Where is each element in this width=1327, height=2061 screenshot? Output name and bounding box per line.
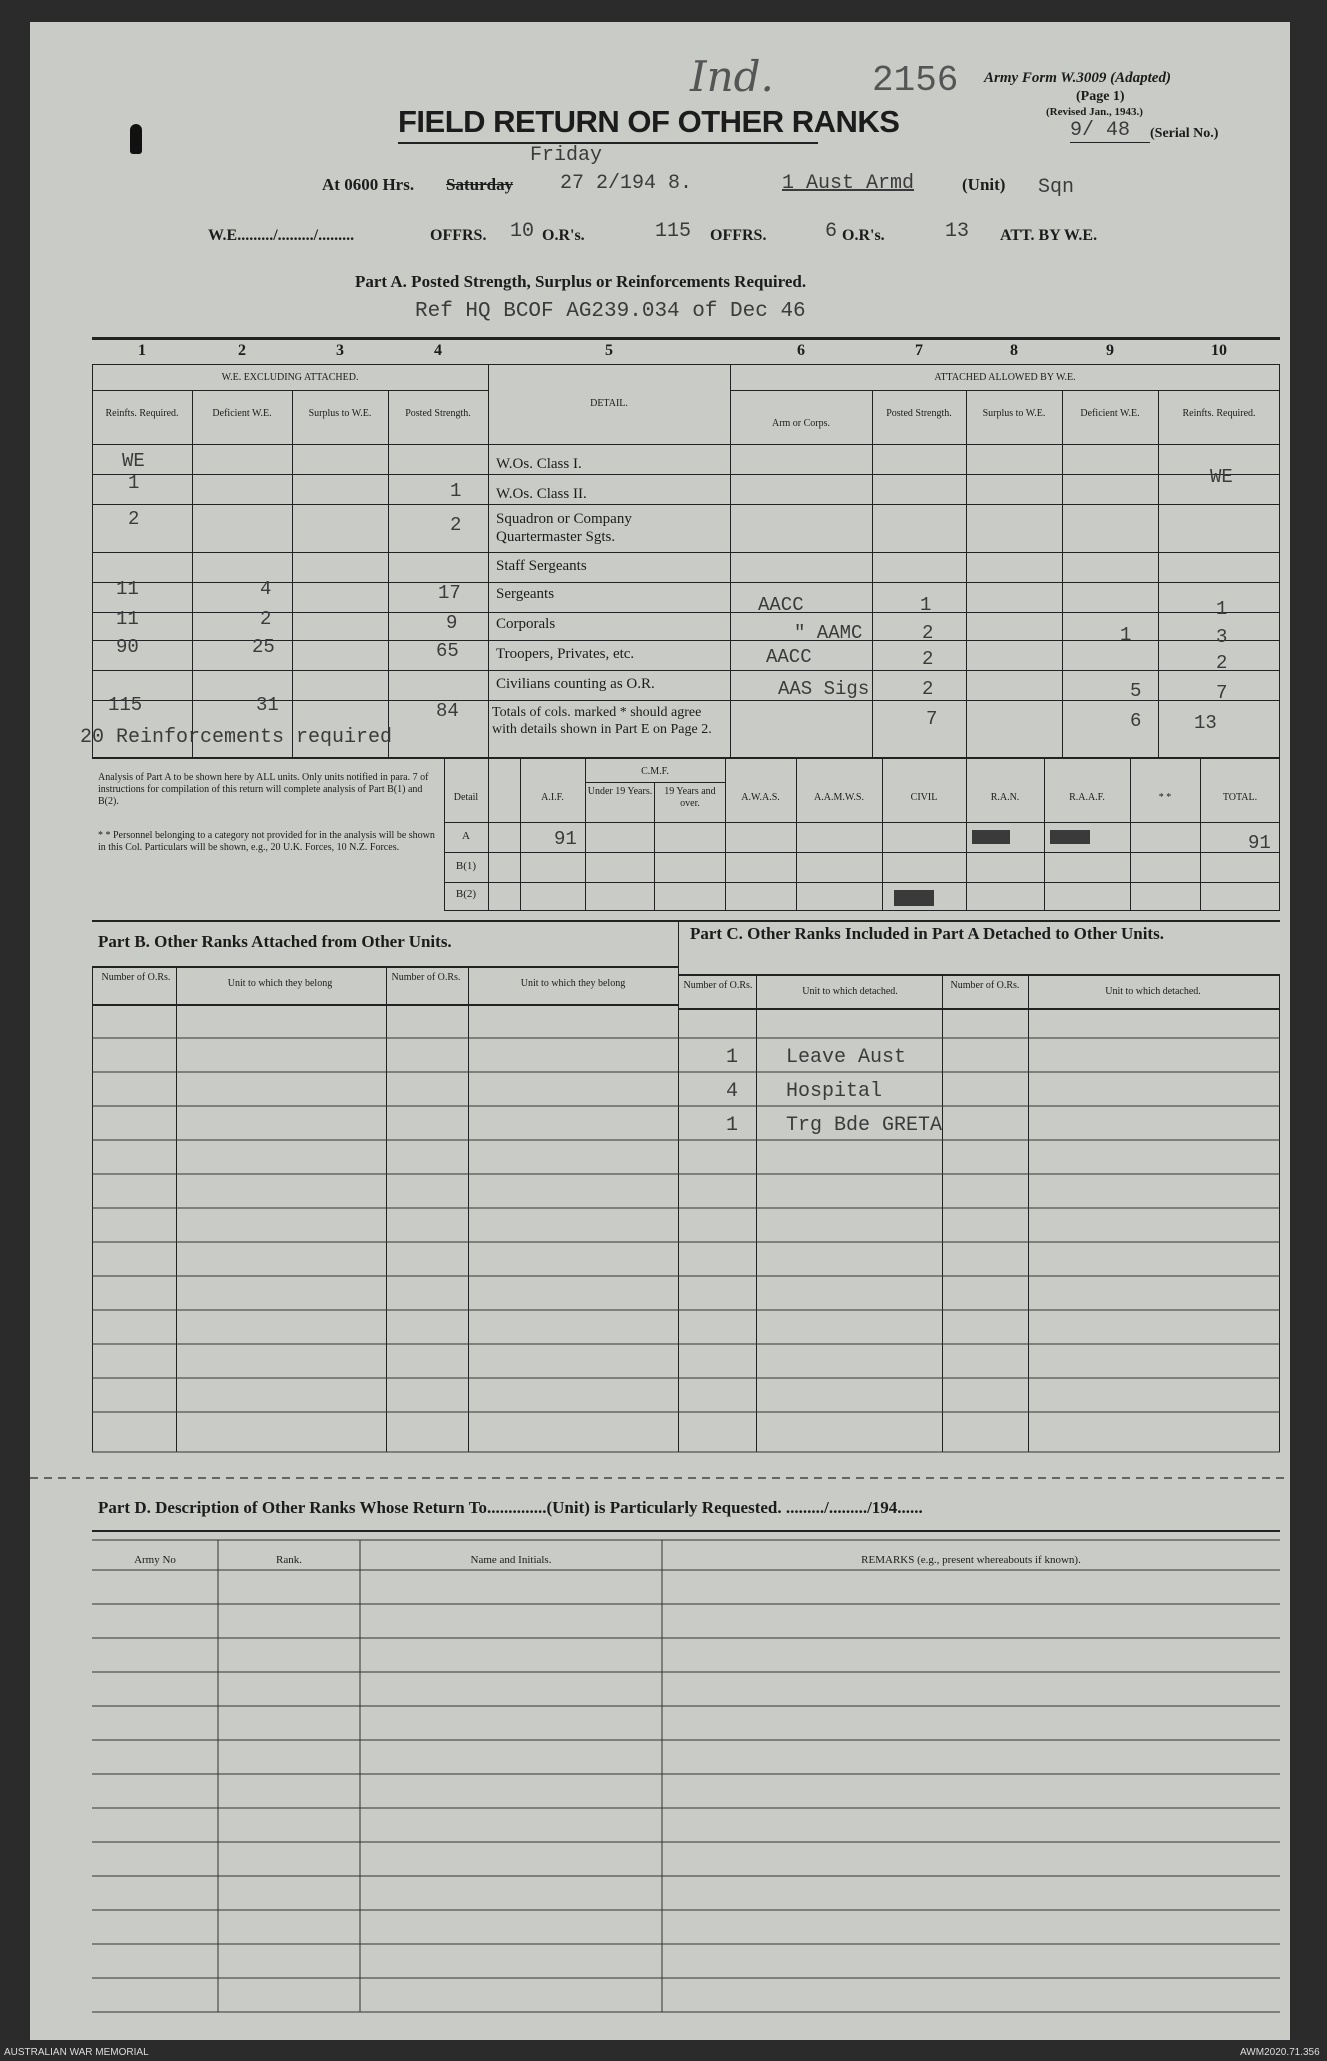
- part-c-entry-unit: Hospital: [786, 1080, 883, 1103]
- row-4-c7: 1: [920, 594, 932, 616]
- page-title: FIELD RETURN OF OTHER RANKS: [398, 104, 900, 139]
- date-typed: 27 2/194 8.: [560, 172, 693, 195]
- analysis-row-b2: B(2): [455, 888, 477, 900]
- row-6-c1: 90: [116, 636, 139, 658]
- row-7-c7: 2: [922, 678, 934, 700]
- part-d-title: Part D. Description of Other Ranks Whose Return To..............(Unit) is Particularly Requested. ........./........./194......: [98, 1498, 923, 1517]
- reinforcements-note: 20 Reinforcements required: [80, 726, 393, 749]
- analysis-civil-header: CIVIL: [910, 792, 938, 803]
- part-b-unit2-header: Unit to which they belong: [520, 978, 626, 989]
- row-5-c2: 2: [260, 608, 272, 630]
- handwritten-note: Ind.: [690, 52, 774, 101]
- col-number: 5: [605, 342, 613, 359]
- part-c-unit-header: Unit to which detached.: [802, 986, 898, 997]
- row-8-c2: 31: [256, 694, 279, 716]
- analysis-total-a: 91: [1248, 832, 1271, 854]
- header-surplus: Surplus to W.E.: [308, 408, 372, 419]
- ors2-value: 13: [945, 220, 970, 243]
- row-6-c2: 25: [252, 636, 275, 658]
- row-4-c1: 11: [116, 578, 139, 600]
- part-c-entry-unit: Leave Aust: [786, 1046, 907, 1069]
- analysis-over19-header: 19 Years and over.: [664, 786, 716, 809]
- group-left-header: W.E. EXCLUDING ATTACHED.: [221, 372, 359, 383]
- analysis-cmf-header: C.M.F.: [641, 766, 669, 777]
- header-deficient-att: Deficient W.E.: [1080, 408, 1140, 419]
- row-6-c10: 2: [1216, 652, 1228, 674]
- part-c-num-header: Number of O.Rs.: [683, 980, 753, 991]
- part-d-remarks-header: REMARKS (e.g., present whereabouts if known).: [861, 1554, 1081, 1566]
- row-7-detail: Civilians counting as O.R.: [496, 676, 655, 692]
- serial-value: 9/ 48: [1070, 119, 1131, 142]
- footer-right: AWM2020.71.356: [1240, 2047, 1320, 2058]
- unit-label: (Unit): [962, 175, 1006, 194]
- row-4-c6: AACC: [758, 594, 804, 616]
- header-posted-att: Posted Strength.: [886, 408, 952, 419]
- analysis-note-1: Analysis of Part A to be shown here by ALL units. Only units notified in para. 7 of instructions for compilation of this return will complete analysis of Part B(1) and B(2).: [98, 772, 429, 807]
- analysis-other-header: * *: [1158, 792, 1172, 803]
- row-0-c10: WE: [1210, 466, 1233, 488]
- part-bc-ruling: [30, 22, 1290, 2040]
- ors-label: O.R's.: [542, 227, 585, 244]
- header-posted: Posted Strength.: [405, 408, 471, 419]
- at-label: At 0600 Hrs.: [322, 175, 415, 194]
- unit-suffix: Sqn: [1038, 176, 1075, 199]
- row-2-detail: Squadron or Company Quartermaster Sgts.: [496, 511, 632, 545]
- row-2-c1: 2: [128, 508, 140, 530]
- row-5-c10: 3: [1216, 626, 1228, 648]
- analysis-raaf-header: R.A.A.F.: [1069, 792, 1105, 803]
- row-8-c4: 84: [436, 700, 459, 722]
- row-7-c6: AAS Sigs: [778, 678, 870, 700]
- day-typed: Friday: [530, 144, 603, 167]
- detail-header: DETAIL.: [590, 398, 628, 409]
- row-7-c9: 5: [1130, 680, 1142, 702]
- offrs-value: 10: [510, 220, 535, 243]
- row-5-c4: 9: [446, 612, 458, 634]
- part-c-entry-unit: Trg Bde GRETA: [786, 1114, 943, 1137]
- serial-label: (Serial No.): [1150, 126, 1219, 141]
- row-2-c4: 2: [450, 514, 462, 536]
- row-0-detail: W.Os. Class I.: [496, 456, 582, 472]
- row-4-c2: 4: [260, 578, 272, 600]
- row-7-c10: 7: [1216, 682, 1228, 704]
- form-revised: (Revised Jan., 1943.): [1046, 106, 1143, 118]
- part-b-title: Part B. Other Ranks Attached from Other Units.: [98, 932, 452, 951]
- row-5-detail: Corporals: [496, 616, 556, 632]
- header-arm: Arm or Corps.: [771, 418, 831, 429]
- row-1-c1: 1: [128, 472, 140, 494]
- col-number: 8: [1010, 342, 1018, 359]
- analysis-total-header: TOTAL.: [1222, 792, 1258, 803]
- part-c-num2-header: Number of O.Rs.: [950, 980, 1020, 991]
- row-4-c4: 17: [438, 582, 461, 604]
- ors-value: 115: [655, 220, 692, 243]
- analysis-aif-a: 91: [554, 828, 577, 850]
- analysis-row-b1: B(1): [455, 860, 477, 872]
- row-1-c4: 1: [450, 480, 462, 502]
- unit-typed: 1 Aust Armd: [782, 172, 915, 195]
- header-surplus-att: Surplus to W.E.: [982, 408, 1046, 419]
- col-number: 4: [434, 342, 442, 359]
- ors2-label: O.R's.: [842, 227, 885, 244]
- part-c-unit2-header: Unit to which detached.: [1105, 986, 1201, 997]
- analysis-detail-header: Detail: [453, 792, 479, 803]
- analysis-under19-header: Under 19 Years.: [587, 786, 653, 797]
- part-c-title: Part C. Other Ranks Included in Part A Detached to Other Units.: [690, 924, 1164, 943]
- col-number: 10: [1211, 342, 1227, 359]
- col-number: 7: [915, 342, 923, 359]
- part-a-ref: Ref HQ BCOF AG239.034 of Dec 46: [415, 300, 806, 323]
- row-8-c10: 13: [1194, 712, 1217, 734]
- group-right-header: ATTACHED ALLOWED BY W.E.: [934, 372, 1076, 383]
- col-number: 2: [238, 342, 246, 359]
- offrs2-label: OFFRS.: [710, 227, 767, 244]
- col-number: 1: [138, 342, 146, 359]
- part-d-name-header: Name and Initials.: [470, 1554, 552, 1566]
- row-3-detail: Staff Sergeants: [496, 558, 587, 574]
- header-deficient: Deficient W.E.: [212, 408, 272, 419]
- footer-left: AUSTRALIAN WAR MEMORIAL: [4, 2047, 149, 2058]
- row-8-c9: 6: [1130, 710, 1142, 732]
- row-0-c1: WE: [122, 450, 145, 472]
- row-8-c1: 115: [108, 694, 143, 716]
- row-5-c7: 2: [922, 622, 934, 644]
- offrs2-value: 6: [825, 220, 838, 243]
- row-6-c4: 65: [436, 640, 459, 662]
- form-number: 2156: [872, 60, 959, 101]
- day-struck: Saturday: [446, 175, 514, 194]
- col-number: 3: [336, 342, 344, 359]
- analysis-note-2: * * Personnel belonging to a category not provided for in the analysis will be shown in this Col. Particulars will be shown, e.g., 20 U.K. Forces, 10 N.Z. Forces.: [98, 830, 435, 853]
- part-c-entry-num: 1: [726, 1114, 739, 1137]
- row-6-c7: 2: [922, 648, 934, 670]
- att-label: ATT. BY W.E.: [1000, 227, 1098, 244]
- analysis-row-a: A: [462, 830, 470, 842]
- part-b-num2-header: Number of O.Rs.: [391, 972, 461, 983]
- col-number: 9: [1106, 342, 1114, 359]
- row-8-c7: 7: [926, 708, 938, 730]
- row-1-detail: W.Os. Class II.: [496, 486, 587, 502]
- row-8-detail: Totals of cols. marked * should agree with details shown in Part E on Page 2.: [492, 705, 712, 737]
- row-5-c1: 11: [116, 608, 139, 630]
- header-reinfts: Reinfts. Required.: [105, 408, 179, 419]
- part-b-unit-header: Unit to which they belong: [227, 978, 333, 989]
- analysis-awas-header: A.W.A.S.: [741, 792, 780, 803]
- col-number: 6: [797, 342, 805, 359]
- analysis-ran-header: R.A.N.: [990, 792, 1020, 803]
- we-label: W.E........./........./.........: [208, 227, 355, 244]
- part-c-entry-num: 1: [726, 1046, 739, 1069]
- row-4-detail: Sergeants: [496, 586, 555, 602]
- row-6-detail: Troopers, Privates, etc.: [496, 646, 635, 662]
- part-b-num-header: Number of O.Rs.: [101, 972, 171, 983]
- part-a-title: Part A. Posted Strength, Surplus or Reinforcements Required.: [355, 272, 807, 291]
- part-c-entry-num: 4: [726, 1080, 739, 1103]
- part-d-rank-header: Rank.: [276, 1554, 302, 1566]
- analysis-aamws-header: A.A.M.W.S.: [814, 792, 864, 803]
- part-d-army-header: Army No: [134, 1554, 176, 1566]
- row-6-c6: AACC: [766, 646, 812, 668]
- row-5-c9: 1: [1120, 624, 1132, 646]
- analysis-aif-header: A.I.F.: [541, 792, 564, 803]
- header-reinfts-att: Reinfts. Required.: [1182, 408, 1256, 419]
- row-4-c10: 1: [1216, 598, 1228, 620]
- offrs-label: OFFRS.: [430, 227, 487, 244]
- document-sheet: [30, 22, 1290, 2040]
- row-5-c6: " AAMC: [794, 622, 863, 644]
- form-page: (Page 1): [1076, 89, 1125, 104]
- form-id: Army Form W.3009 (Adapted): [984, 70, 1171, 86]
